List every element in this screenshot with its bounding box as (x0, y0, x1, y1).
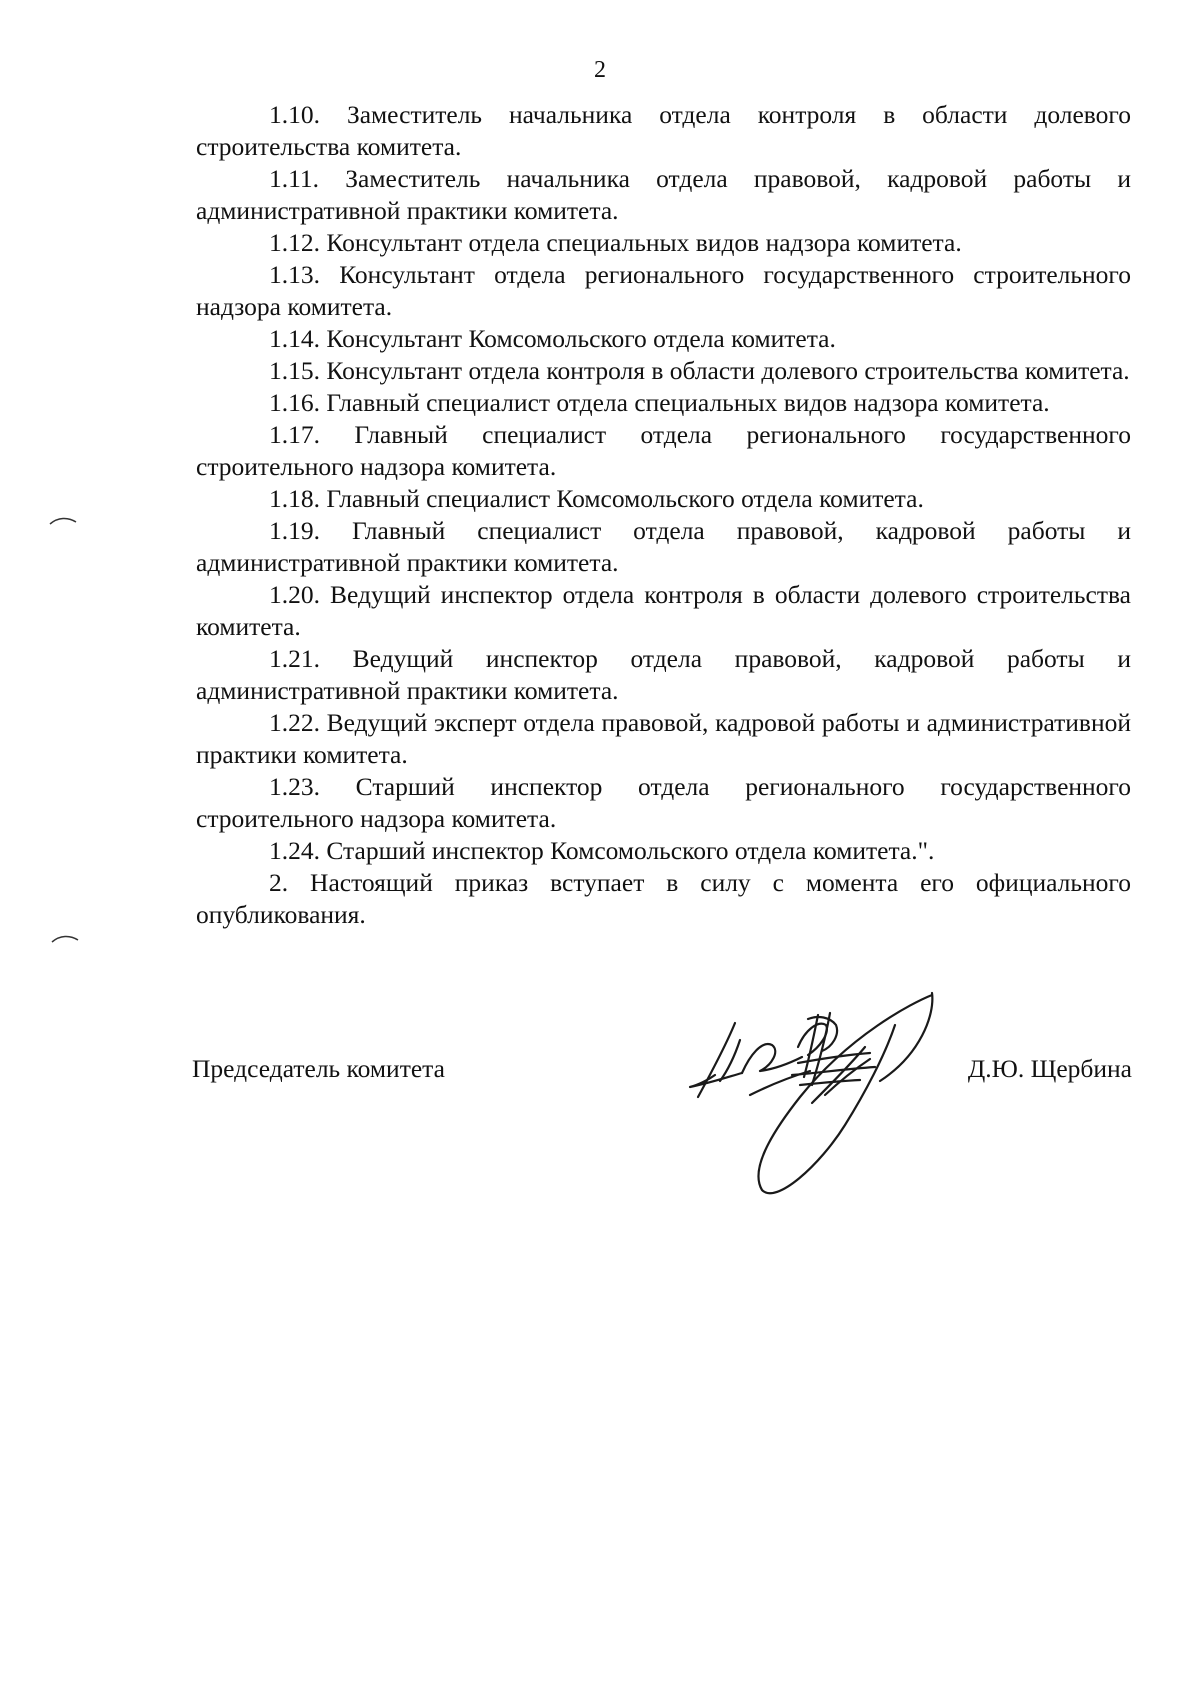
paragraph-1-24: 1.24. Старший инспектор Комсомольского отдела комитета.". (269, 836, 935, 865)
paragraph-1-15: 1.15. Консультант отдела контроля в области долевого строительства комитета. (269, 356, 1130, 385)
paragraph-1-13: 1.13. Консультант отдела регионального государственного строительного надзора комитета. (196, 260, 1131, 321)
page-number: 2 (594, 57, 606, 83)
paragraph-1-16: 1.16. Главный специалист отдела специальных видов надзора комитета. (269, 388, 1050, 417)
paragraph-1-17: 1.17. Главный специалист отдела регионального государственного строительного надзора комитета. (196, 420, 1131, 481)
document-body (196, 99, 1131, 931)
paragraph-1-20: 1.20. Ведущий инспектор отдела контроля в области долевого строительства комитета. (196, 580, 1131, 641)
paragraph-1-22: 1.22. Ведущий эксперт отдела правовой, кадровой работы и административной практики комитета. (196, 708, 1131, 769)
signatory-title: Председатель комитета (192, 1054, 445, 1083)
signatory-name: Д.Ю. Щербина (967, 1054, 1132, 1083)
handwritten-signature (680, 985, 945, 1200)
paragraph-1-10: 1.10. Заместитель начальника отдела контроля в области долевого строительства комитета. (196, 100, 1131, 161)
paragraph-1-23: 1.23. Старший инспектор отдела регионального государственного строительного надзора комитета. (196, 772, 1131, 833)
paragraph-2: 2. Настоящий приказ вступает в силу с момента его официального опубликования. (196, 868, 1131, 929)
scan-mark (48, 514, 78, 526)
paragraph-1-11: 1.11. Заместитель начальника отдела правовой, кадровой работы и административной практики комитета. (196, 164, 1131, 225)
signature-row (192, 1052, 1132, 1086)
scan-mark (50, 932, 80, 944)
paragraph-1-12: 1.12. Консультант отдела специальных видов надзора комитета. (269, 228, 962, 257)
paragraph-1-14: 1.14. Консультант Комсомольского отдела комитета. (269, 324, 836, 353)
paragraph-1-18: 1.18. Главный специалист Комсомольского отдела комитета. (269, 484, 924, 513)
paragraph-1-19: 1.19. Главный специалист отдела правовой, кадровой работы и административной практики комитета. (196, 516, 1131, 577)
paragraph-1-21: 1.21. Ведущий инспектор отдела правовой, кадровой работы и административной практики комитета. (196, 644, 1131, 705)
